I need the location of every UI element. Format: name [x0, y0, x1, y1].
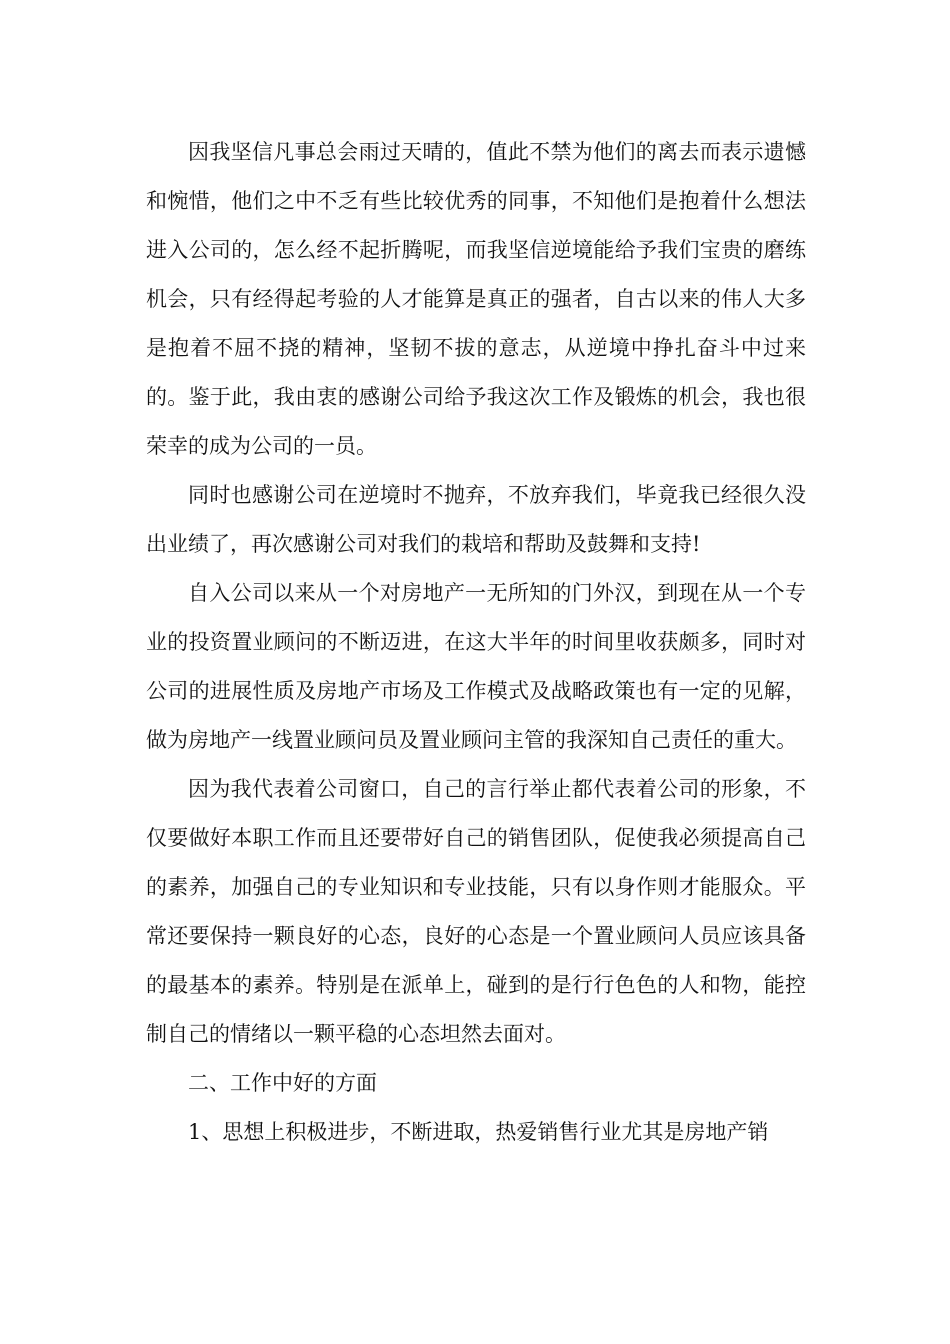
paragraph-responsibility: 因为我代表着公司窗口，自己的言行举止都代表着公司的形象，不仅要做好本职工作而且还要带好自己的销售团队，促使我必须提高自己的素养，加强自己的专业知识和专业技能，只有以身作则才能服众。平常还要保持一颗良好的心态，良好的心态是一个置业顾问人员应该具备的最基本的素养。特别是在派单上，碰到的是行行色色的人和物，能控制自己的情绪以一颗平稳的心态坦然去面对。 [146, 777, 806, 1046]
document-page [146, 128, 806, 1157]
paragraph-adversity: 因我坚信凡事总会雨过天晴的，值此不禁为他们的离去而表示遗憾和惋惜，他们之中不乏有些比较优秀的同事，不知他们是抱着什么想法进入公司的，怎么经不起折腾呢，而我坚信逆境能给予我们宝贵的磨练机会，只有经得起考验的人才能算是真正的强者，自古以来的伟人大多是抱着不屈不挠的精神，坚韧不拔的意志，从逆境中挣扎奋斗中过来的。鉴于此，我由衷的感谢公司给予我这次工作及锻炼的机会，我也很荣幸的成为公司的一员。 [146, 140, 806, 458]
list-item: 1、思想上积极进步，不断进取，热爱销售行业尤其是房地产销 [188, 1120, 769, 1144]
paragraph-growth: 自入公司以来从一个对房地产一无所知的门外汉，到现在从一个专业的投资置业顾问的不断迈进，在这大半年的时间里收获颇多，同时对公司的进展性质及房地产市场及工作模式及战略政策也有一定的见解，做为房地产一线置业顾问员及置业顾问主管的我深知自己责任的重大。 [146, 581, 806, 752]
paragraph-gratitude: 同时也感谢公司在逆境时不抛弃，不放弃我们，毕竟我已经很久没出业绩了，再次感谢公司对我们的栽培和帮助及鼓舞和支持! [146, 483, 806, 556]
section-heading: 二、工作中好的方面 [188, 1071, 377, 1095]
